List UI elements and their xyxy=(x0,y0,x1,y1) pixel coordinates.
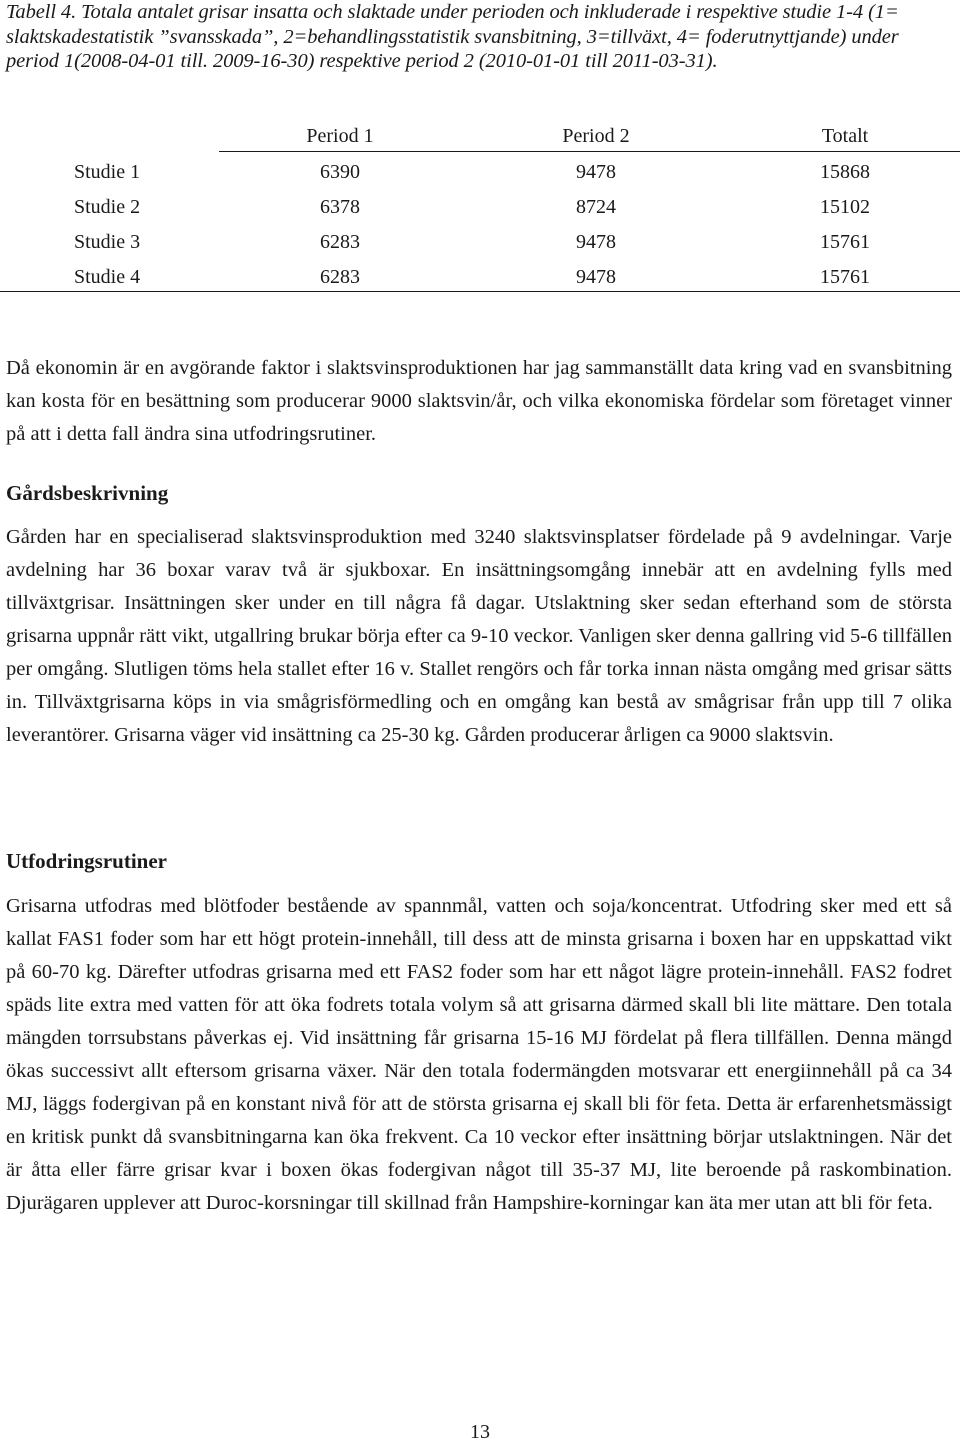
section-paragraph-gardsbeskrivning: Gården har en specialiserad slaktsvinsproduktion med 3240 slaktsvinsplatser fördelade på 9 avdelningar. Varje avdelning har 36 boxar varav två är sjukboxar. En insättningsomgång innebär att en avdelning fylls med tillväxtgrisar. Insättningen sker under en till några få dagar. Utslaktning sker sedan efterhand som de största grisarna uppnår rätt vikt, utgallring brukar börja efter ca 9-10 veckor. Vanligen sker denna gallring vid 5-6 tillfällen per omgång. Slutligen töms hela stallet efter 16 v. Stallet rengörs och får torka innan nästa omgång med grisar sätts in. Tillväxtgrisarna köps in via smågrisförmedling och en omgång kan bestå av smågrisar från upp till 7 olika leverantörer. Grisarna väger vid insättning ca 25-30 kg. Gården producerar årligen ca 9000 slaktsvin. xyxy=(6,526,952,746)
cell-period-2: 8724 xyxy=(576,196,616,218)
column-header-totalt: Totalt xyxy=(821,125,869,147)
cell-period-1: 6283 xyxy=(320,231,360,253)
cell-totalt: 15761 xyxy=(820,266,870,288)
table-bottom-rule xyxy=(0,291,960,292)
column-header-period-1: Period 1 xyxy=(306,125,374,147)
section-heading-gardsbeskrivning: Gårdsbeskrivning xyxy=(6,481,169,505)
row-label: Studie 2 xyxy=(74,196,141,218)
cell-period-2: 9478 xyxy=(576,266,616,288)
cell-totalt: 15868 xyxy=(820,161,870,183)
cell-totalt: 15102 xyxy=(820,196,870,218)
section-heading-utfodringsrutiner: Utfodringsrutiner xyxy=(6,849,167,873)
intro-paragraph: Då ekonomin är en avgörande faktor i slaktsvinsproduktionen har jag sammanställt data kring vad en svansbitning kan kosta för en besättning som producerar 9000 slaktsvin/år, och vilka ekonomiska fördelar som företaget vinner på att i detta fall ändra sina utfodringsrutiner. xyxy=(6,357,952,445)
cell-period-2: 9478 xyxy=(576,161,616,183)
row-label: Studie 1 xyxy=(74,161,141,183)
cell-period-1: 6390 xyxy=(320,161,360,183)
column-header-period-2: Period 2 xyxy=(562,125,630,147)
header-rule xyxy=(219,151,960,152)
table-caption: Tabell 4. Totala antalet grisar insatta och slaktade under perioden och inkluderade i respektive studie 1-4 (1= slaktskadestatistik ”svansskada”, 2=behandlingsstatistik svansbitning, 3=tillväxt, 4= foderutnyttjande) under period 1(2008-04-01 till. 2009-16-30) respektive period 2 (2010-01-01 till 2011-03-31). xyxy=(6,1,899,72)
cell-totalt: 15761 xyxy=(820,231,870,253)
cell-period-1: 6378 xyxy=(320,196,360,218)
section-paragraph-utfodringsrutiner: Grisarna utfodras med blötfoder bestående av spannmål, vatten och soja/koncentrat. Utfodring sker med ett så kallat FAS1 foder som har ett högt protein-innehåll, till dess att de minsta grisarna i boxen har en uppskattad vikt på 60-70 kg. Därefter utfodras grisarna med ett FAS2 foder som har ett något lägre protein-innehåll. FAS2 fodret späds lite extra med vatten för att öka fodrets totala volym så att grisarna därmed skall bli lite mättare. Den totala mängden torrsubstans påverkas ej. Vid insättning får grisarna 15-16 MJ fördelat på flera tillfällen. Denna mängd ökas successivt allt eftersom grisarna växer. När den totala fodermängden motsvarar ett energiinnehåll på ca 34 MJ, läggs fodergivan på en konstant nivå för att de största grisarna ej skall bli för feta. Detta är erfarenhetsmässigt en kritisk punkt då svansbitningarna kan öka frekvent. Ca 10 veckor efter insättning börjar utslaktningen. När det är åtta eller färre grisar kvar i boxen ökas fodergivan något till 35-37 MJ, lite beroende på raskombination. Djurägaren upplever att Duroc-korsningar till skillnad från Hampshire-korningar kan äta mer utan att bli för feta. xyxy=(6,895,952,1214)
studies-table xyxy=(0,0,960,300)
row-label: Studie 3 xyxy=(74,231,141,253)
cell-period-2: 9478 xyxy=(576,231,616,253)
page-number: 13 xyxy=(470,1421,490,1443)
row-label: Studie 4 xyxy=(74,266,141,288)
cell-period-1: 6283 xyxy=(320,266,360,288)
